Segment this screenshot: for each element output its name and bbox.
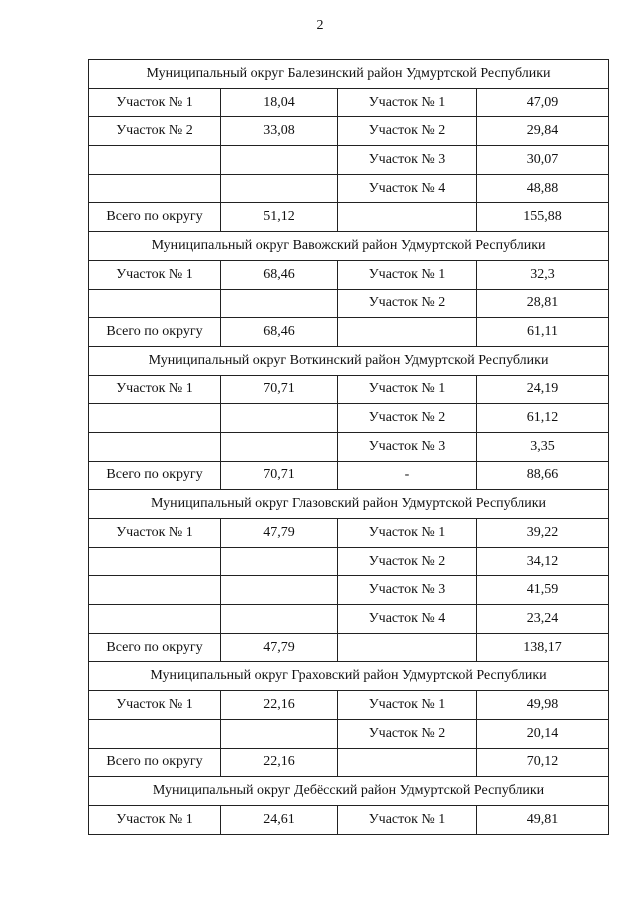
table-row xyxy=(89,432,609,461)
plot-area-cell: 47,79 xyxy=(221,633,338,662)
plot-label-cell: Участок № 4 xyxy=(338,174,477,203)
plot-area-cell: 51,12 xyxy=(221,203,338,232)
plot-area-cell: 22,16 xyxy=(221,748,338,777)
plot-area-cell: 48,88 xyxy=(477,174,609,203)
section-title-row xyxy=(89,662,609,691)
table-row xyxy=(89,605,609,634)
plot-label-cell xyxy=(89,289,221,318)
plot-label-cell: Участок № 2 xyxy=(89,117,221,146)
plot-label-cell: Участок № 4 xyxy=(338,605,477,634)
plot-label-cell: Участок № 3 xyxy=(338,146,477,175)
plot-label-cell xyxy=(89,719,221,748)
plot-label-cell xyxy=(89,605,221,634)
plot-label-cell: Участок № 1 xyxy=(89,375,221,404)
plot-area-cell: 88,66 xyxy=(477,461,609,490)
table-row xyxy=(89,146,609,175)
plot-area-cell: 32,3 xyxy=(477,260,609,289)
section-title: Муниципальный округ Воткинский район Удмуртской Республики xyxy=(89,346,609,375)
plot-label-cell xyxy=(89,432,221,461)
plot-label-cell xyxy=(89,404,221,433)
table-row xyxy=(89,318,609,347)
section-title: Муниципальный округ Вавожский район Удмуртской Республики xyxy=(89,232,609,261)
plot-area-cell: 47,79 xyxy=(221,519,338,548)
plot-label-cell: Участок № 1 xyxy=(89,805,221,834)
plot-area-cell: 34,12 xyxy=(477,547,609,576)
section-title-row xyxy=(89,490,609,519)
table-row xyxy=(89,547,609,576)
section-title-row xyxy=(89,777,609,806)
plot-label-cell: Участок № 1 xyxy=(338,805,477,834)
plot-area-cell xyxy=(221,605,338,634)
plot-area-cell: 30,07 xyxy=(477,146,609,175)
plot-label-cell xyxy=(338,318,477,347)
plot-area-cell xyxy=(221,146,338,175)
table-row xyxy=(89,375,609,404)
plot-label-cell: Участок № 1 xyxy=(338,691,477,720)
section-title: Муниципальный округ Балезинский район Удмуртской Республики xyxy=(89,60,609,89)
plot-area-cell: 49,81 xyxy=(477,805,609,834)
table-body xyxy=(89,60,609,835)
table-row xyxy=(89,748,609,777)
section-title-row xyxy=(89,346,609,375)
table-row xyxy=(89,88,609,117)
plot-label-cell: Участок № 2 xyxy=(338,719,477,748)
plot-area-cell xyxy=(221,432,338,461)
section-title: Муниципальный округ Дебёсский район Удмуртской Республики xyxy=(89,777,609,806)
plot-area-cell: 61,12 xyxy=(477,404,609,433)
table-row xyxy=(89,719,609,748)
plot-area-cell: 39,22 xyxy=(477,519,609,548)
plot-label-cell: Участок № 1 xyxy=(338,375,477,404)
table-row xyxy=(89,117,609,146)
plot-label-cell: Участок № 1 xyxy=(89,88,221,117)
plot-label-cell: Участок № 2 xyxy=(338,404,477,433)
plot-area-cell xyxy=(221,404,338,433)
plot-area-cell: 70,12 xyxy=(477,748,609,777)
plot-area-cell: 20,14 xyxy=(477,719,609,748)
plot-label-cell: Всего по округу xyxy=(89,318,221,347)
plot-label-cell: Всего по округу xyxy=(89,461,221,490)
plot-area-cell: 28,81 xyxy=(477,289,609,318)
table-row xyxy=(89,404,609,433)
plot-area-cell: 24,19 xyxy=(477,375,609,404)
table-row xyxy=(89,805,609,834)
plot-area-cell: 23,24 xyxy=(477,605,609,634)
plot-area-cell xyxy=(221,719,338,748)
section-title: Муниципальный округ Граховский район Удмуртской Республики xyxy=(89,662,609,691)
table-row xyxy=(89,461,609,490)
plot-label-cell: Участок № 3 xyxy=(338,432,477,461)
table-row xyxy=(89,203,609,232)
plot-label-cell: Участок № 1 xyxy=(89,260,221,289)
table-row xyxy=(89,633,609,662)
plot-area-cell: 29,84 xyxy=(477,117,609,146)
plot-label-cell: Участок № 1 xyxy=(89,519,221,548)
plot-area-cell: 41,59 xyxy=(477,576,609,605)
table-row xyxy=(89,519,609,548)
table-row xyxy=(89,174,609,203)
plot-area-cell: 70,71 xyxy=(221,461,338,490)
plot-label-cell: Участок № 2 xyxy=(338,547,477,576)
plot-area-cell: 155,88 xyxy=(477,203,609,232)
district-plots-table xyxy=(88,59,609,835)
plot-area-cell xyxy=(221,289,338,318)
plot-area-cell: 70,71 xyxy=(221,375,338,404)
plot-label-cell: Всего по округу xyxy=(89,748,221,777)
plot-area-cell: 33,08 xyxy=(221,117,338,146)
plot-label-cell xyxy=(338,633,477,662)
table-row xyxy=(89,260,609,289)
plot-area-cell: 138,17 xyxy=(477,633,609,662)
plot-label-cell: Участок № 2 xyxy=(338,117,477,146)
plot-area-cell: 61,11 xyxy=(477,318,609,347)
plot-area-cell: 18,04 xyxy=(221,88,338,117)
plot-label-cell: Участок № 1 xyxy=(338,88,477,117)
plot-label-cell xyxy=(338,203,477,232)
plot-area-cell xyxy=(221,174,338,203)
plot-label-cell: Участок № 1 xyxy=(338,519,477,548)
section-title-row xyxy=(89,232,609,261)
plot-area-cell: 47,09 xyxy=(477,88,609,117)
plot-label-cell xyxy=(89,146,221,175)
plot-area-cell xyxy=(221,576,338,605)
plot-label-cell: Участок № 1 xyxy=(338,260,477,289)
plot-label-cell: Участок № 2 xyxy=(338,289,477,318)
plot-label-cell xyxy=(338,748,477,777)
plot-area-cell xyxy=(221,547,338,576)
plot-area-cell: 49,98 xyxy=(477,691,609,720)
plot-area-cell: 68,46 xyxy=(221,318,338,347)
table-row xyxy=(89,289,609,318)
section-title-row xyxy=(89,60,609,89)
plot-area-cell: 24,61 xyxy=(221,805,338,834)
page-number: 2 xyxy=(316,18,324,33)
plot-area-cell: 22,16 xyxy=(221,691,338,720)
section-title: Муниципальный округ Глазовский район Удмуртской Республики xyxy=(89,490,609,519)
plot-label-cell: - xyxy=(338,461,477,490)
plot-label-cell: Всего по округу xyxy=(89,203,221,232)
plot-area-cell: 3,35 xyxy=(477,432,609,461)
plot-area-cell: 68,46 xyxy=(221,260,338,289)
table-row xyxy=(89,576,609,605)
plot-label-cell: Участок № 1 xyxy=(89,691,221,720)
plot-label-cell: Участок № 3 xyxy=(338,576,477,605)
plot-label-cell xyxy=(89,174,221,203)
plot-label-cell: Всего по округу xyxy=(89,633,221,662)
plot-label-cell xyxy=(89,547,221,576)
table-row xyxy=(89,691,609,720)
plot-label-cell xyxy=(89,576,221,605)
